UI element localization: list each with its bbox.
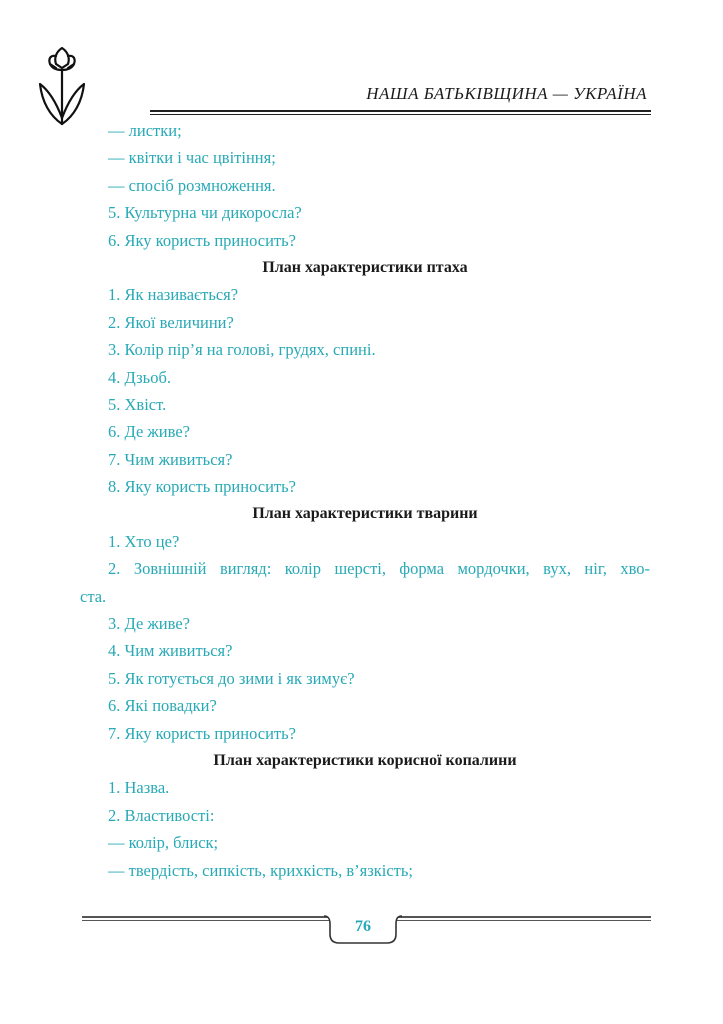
list-item: 5. Як готується до зими і як зимує? — [108, 668, 355, 688]
list-item: — листки; — [108, 121, 182, 140]
list-item: 6. Яку користь приносить? — [108, 230, 296, 250]
list-item: 4. Чим живиться? — [108, 641, 233, 661]
list-item: 6. Де живе? — [108, 422, 190, 442]
list-item: 7. Чим живиться? — [108, 449, 233, 469]
list-item: 7. Яку користь приносить? — [108, 723, 296, 743]
list-item: 2. Якої величини? — [108, 312, 234, 332]
list-item: 5. Хвіст. — [108, 394, 167, 414]
list-item: 4. Дзьоб. — [108, 367, 171, 387]
section-heading-bird: План характеристики птаха — [262, 258, 468, 276]
section-heading-mineral: План характеристики корисної копалини — [213, 751, 517, 769]
list-item: 1. Назва. — [108, 778, 170, 798]
list-item: — квітки і час цвітіння; — [108, 148, 276, 168]
tulip-icon — [34, 44, 90, 128]
list-item: 3. Де живе? — [108, 614, 190, 634]
page-number: 76 — [355, 918, 371, 935]
list-item-continuation: ста. — [80, 586, 107, 606]
list-item: — спосіб розмноження. — [108, 175, 276, 195]
list-item: — колір, блиск; — [108, 833, 219, 853]
section-heading-animal: План характеристики тварини — [252, 505, 478, 523]
running-header: НАША БАТЬКІВЩИНА — УКРАЇНА — [366, 84, 647, 103]
list-item: 1. Як називається? — [108, 285, 239, 305]
header-rule-thin — [150, 114, 651, 115]
list-item: 5. Культурна чи дикоросла? — [108, 203, 302, 223]
page-content — [80, 117, 650, 884]
list-item: 2. Властивості: — [108, 805, 215, 825]
list-item: — твердість, сипкість, крихкість, в’язкість; — [108, 860, 413, 880]
list-item: 6. Які повадки? — [108, 696, 217, 716]
header-rule — [150, 110, 651, 112]
list-item: 1. Хто це? — [108, 531, 180, 551]
list-item: 3. Колір пір’я на голові, грудях, спині. — [108, 340, 376, 360]
list-item: 2. Зовнішній вигляд: колір шерсті, форма мордочки, вух, ніг, хво- — [108, 559, 650, 579]
list-item: 8. Яку користь приносить? — [108, 477, 296, 497]
